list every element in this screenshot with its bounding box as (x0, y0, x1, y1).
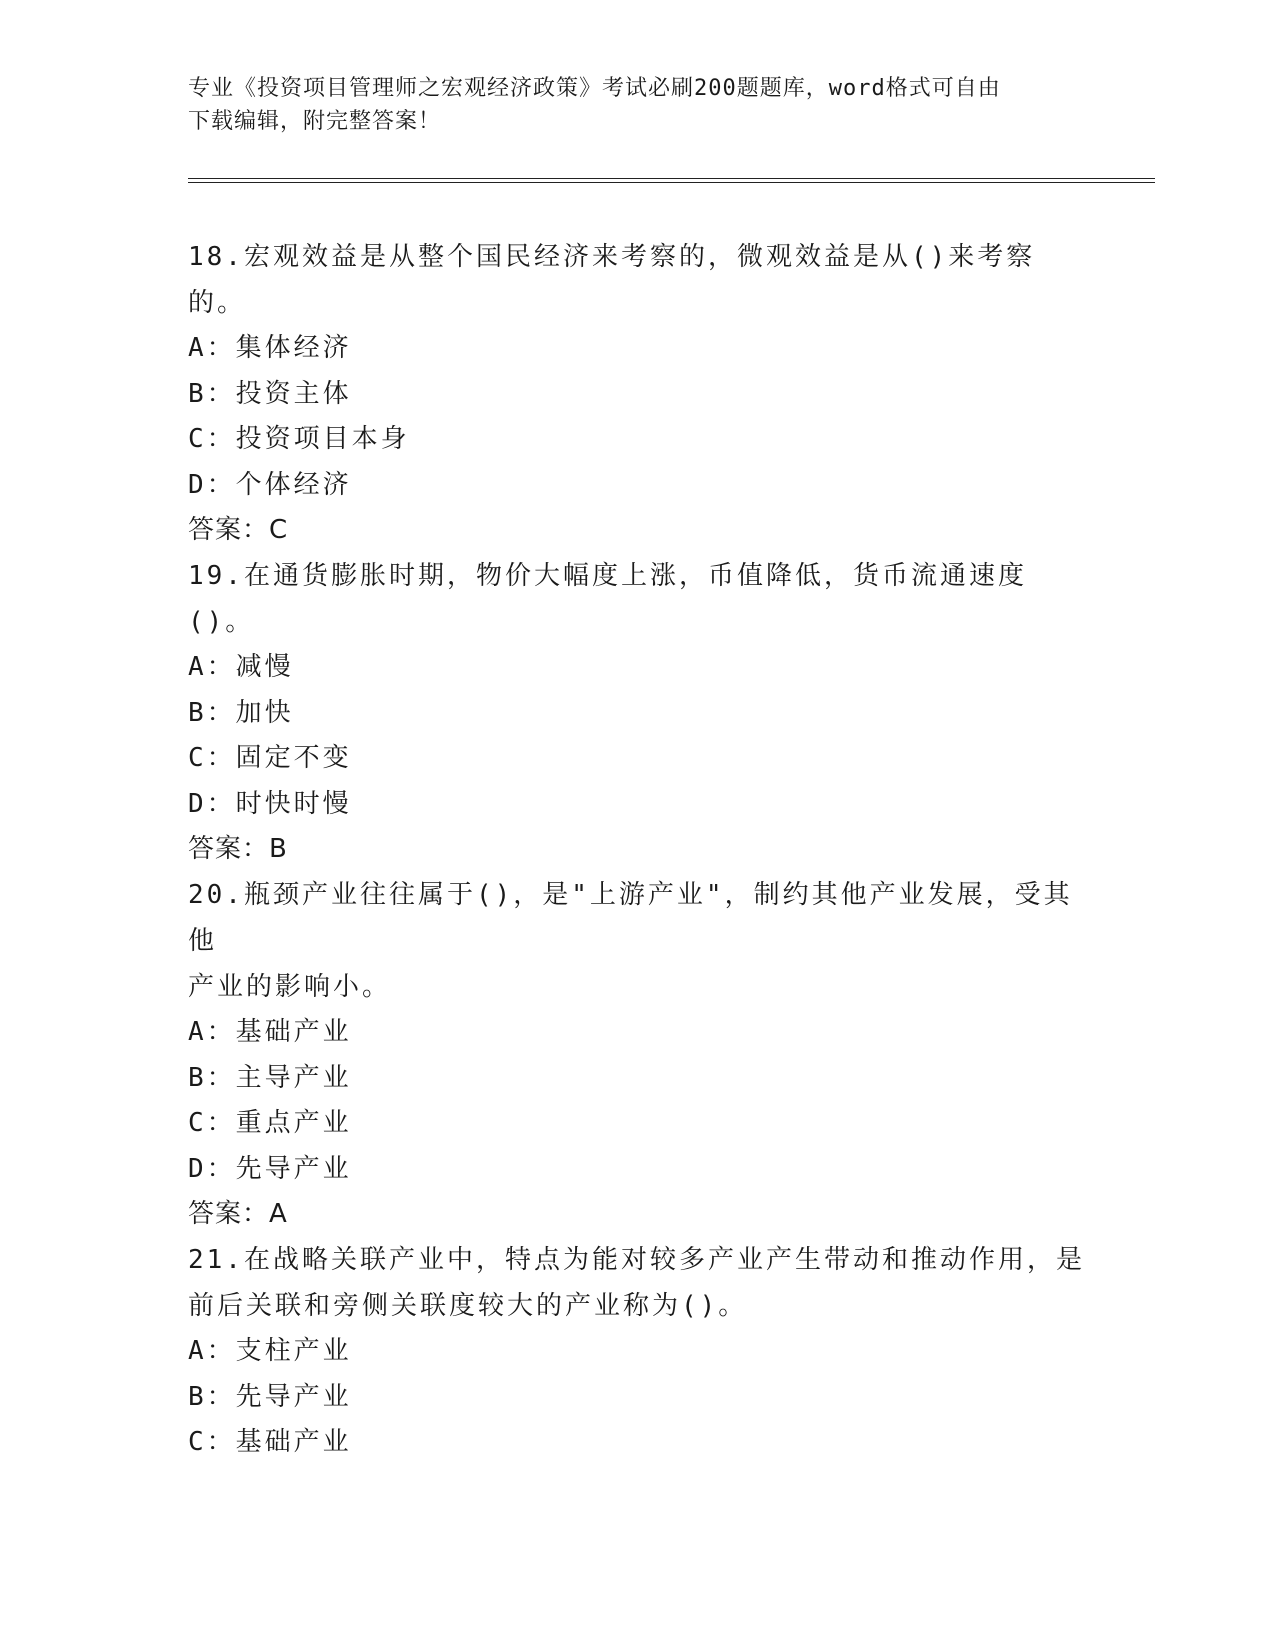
option-a: A：集体经济 (188, 333, 352, 363)
option-d: D：时快时慢 (188, 788, 352, 819)
option-d: D：个体经济 (188, 469, 352, 500)
option-b: B：主导产业 (188, 1062, 352, 1093)
question-stem-line-2: 产业的影响小。 (188, 972, 392, 1002)
question-stem: 19.在通货膨胀时期，物价大幅度上涨，币值降低，货币流通速度()。 (188, 561, 1027, 637)
option-a: A：基础产业 (188, 1017, 352, 1047)
question-18 (188, 234, 1088, 554)
option-b: B：加快 (188, 697, 294, 728)
question-19 (188, 553, 1088, 873)
question-stem-line-2: 前后关联和旁侧关联度较大的产业称为()。 (188, 1291, 748, 1321)
question-20 (188, 872, 1088, 1238)
header-line-2: 下载编辑，附完整答案！ (188, 109, 442, 134)
question-stem-line-1: 20.瓶颈产业往往属于()，是"上游产业"，制约其他产业发展，受其他 (188, 880, 1073, 956)
question-stem: 18.宏观效益是从整个国民经济来考察的，微观效益是从()来考察的。 (188, 242, 1036, 318)
option-a: A：支柱产业 (188, 1336, 352, 1366)
question-stem-line-1: 21.在战略关联产业中，特点为能对较多产业产生带动和推动作用，是 (188, 1245, 1085, 1275)
option-d: D：先导产业 (188, 1153, 352, 1184)
option-c: C：重点产业 (188, 1108, 352, 1138)
option-a: A：减慢 (188, 652, 294, 682)
option-c: C：固定不变 (188, 743, 352, 773)
option-c: C：基础产业 (188, 1427, 352, 1457)
answer-text: 答案：A (188, 1199, 288, 1229)
answer-text: 答案：C (188, 515, 289, 545)
option-b: B：先导产业 (188, 1381, 352, 1412)
header-divider-bottom (188, 182, 1155, 183)
question-21 (188, 1237, 1088, 1466)
option-c: C：投资项目本身 (188, 424, 410, 454)
document-header (188, 72, 1088, 138)
header-line-1: 专业《投资项目管理师之宏观经济政策》考试必刷200题题库，word格式可自由 (188, 76, 1001, 101)
header-divider-top (188, 178, 1155, 179)
option-b: B：投资主体 (188, 378, 352, 409)
answer-text: 答案：B (188, 834, 288, 864)
